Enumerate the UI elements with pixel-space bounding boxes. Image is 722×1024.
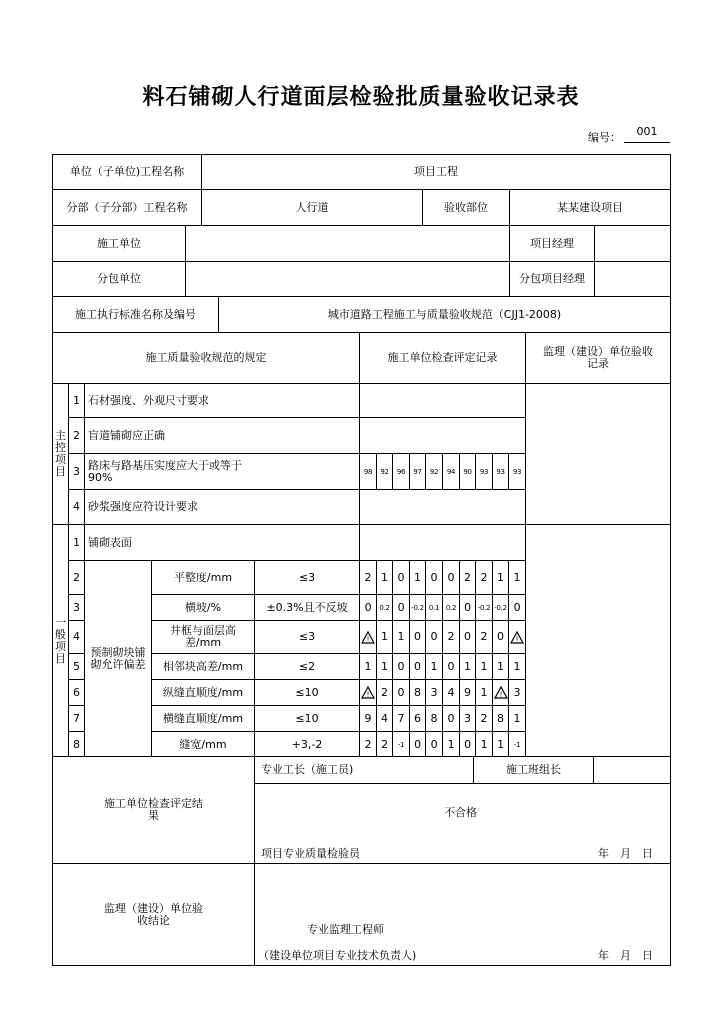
measure-value[interactable]: 0 (392, 594, 410, 621)
main-supervision-cell[interactable] (525, 383, 671, 525)
general-item-no: 4 (68, 620, 85, 654)
measure-value[interactable]: 0 (459, 620, 476, 654)
measure-value[interactable]: 0 (392, 560, 410, 595)
measure-value[interactable]: 1 (442, 731, 460, 758)
main-item-check[interactable] (359, 417, 526, 454)
measure-value[interactable]: 0 (359, 594, 377, 621)
main-item-check[interactable] (359, 489, 526, 525)
measure-value[interactable]: 1 (376, 620, 393, 654)
measure-value[interactable]: -0.2 (475, 594, 493, 621)
sup-engineer-label: 专业监理工程师 (307, 923, 384, 936)
measure-value[interactable]: 93 (475, 453, 493, 490)
deviation-allowance: ≤3 (254, 560, 360, 595)
measure-value[interactable]: 0.2 (442, 594, 460, 621)
measure-value[interactable]: 0 (459, 731, 476, 758)
constr-unit-value[interactable] (185, 225, 510, 262)
main-item-text: 砂浆强度应符设计要求 (84, 489, 360, 525)
measure-value[interactable]: 1 (508, 560, 526, 595)
svg-text:!: ! (499, 690, 502, 699)
measure-value[interactable]: 1 (508, 705, 526, 732)
measure-value[interactable]: 2 (475, 560, 493, 595)
measure-value[interactable]: 0 (459, 594, 476, 621)
deviation-item-name: 井框与面层高差/mm (151, 620, 255, 654)
deviation-allowance: ≤2 (254, 653, 360, 680)
deviation-group-label: 预制砌块铺砌允许偏差 (84, 560, 152, 757)
measure-value[interactable]: 0 (442, 653, 460, 680)
standard-label: 施工执行标准名称及编号 (52, 296, 219, 333)
measure-value[interactable]: 1 (475, 731, 493, 758)
measure-value[interactable]: 2 (359, 731, 377, 758)
accept-part-value[interactable]: 某某建设项目 (509, 189, 671, 226)
team-leader-value[interactable] (593, 756, 671, 784)
deviation-item-name: 相邻块高差/mm (151, 653, 255, 680)
sub-pm-label: 分包项目经理 (509, 261, 595, 297)
measure-value[interactable]: 4 (442, 679, 460, 706)
deviation-item-name: 纵缝直顺度/mm (151, 679, 255, 706)
deviation-allowance: ≤10 (254, 705, 360, 732)
measure-value[interactable]: 0 (508, 594, 526, 621)
measure-value[interactable]: 0 (442, 705, 460, 732)
main-item-no: 1 (68, 383, 85, 418)
deviation-item-name: 缝宽/mm (151, 731, 255, 758)
svg-text:!: ! (366, 690, 370, 699)
measure-value[interactable]: 96 (392, 453, 410, 490)
measure-value[interactable]: 93 (508, 453, 526, 490)
measure-value[interactable]: 1 (475, 679, 493, 706)
doc-no-value[interactable]: 001 (624, 124, 670, 143)
general-item-text: 铺砌表面 (84, 524, 360, 561)
main-item-no: 2 (68, 417, 85, 454)
measure-value[interactable]: 0.1 (425, 594, 443, 621)
measure-value[interactable]: 3 (425, 679, 443, 706)
measure-value[interactable]: 0 (492, 620, 509, 654)
measure-value[interactable]: 1 (376, 560, 393, 595)
measure-value[interactable]: 8 (492, 705, 509, 732)
subcontract-value[interactable] (185, 261, 510, 297)
measure-value[interactable]: 90 (459, 453, 476, 490)
measure-value[interactable]: 3 (508, 679, 526, 706)
measure-value[interactable]: 98 (359, 453, 377, 490)
sub-project-label: 分部（子分部）工程名称 (52, 189, 202, 226)
measure-value[interactable]: 1 (359, 653, 377, 680)
measure-value[interactable]: 3 (459, 705, 476, 732)
warning-icon[interactable] (492, 679, 509, 706)
measure-value[interactable]: 0 (409, 731, 426, 758)
measure-value[interactable]: 0 (409, 620, 426, 654)
general-supervision-cell[interactable] (525, 524, 671, 757)
measure-value[interactable]: 97 (409, 453, 426, 490)
supervision-column-header: 监理（建设）单位验收记录 (525, 332, 671, 384)
sup-owner-label: （建设单位项目专业技术负责人) (258, 949, 417, 962)
measure-value[interactable]: 1 (492, 653, 509, 680)
measure-value[interactable]: 92 (425, 453, 443, 490)
deviation-item-name: 横坡/% (151, 594, 255, 621)
standard-value[interactable]: 城市道路工程施工与质量验收规范（CJJ1-2008) (218, 296, 671, 333)
main-item-text: 盲道铺砌应正确 (84, 417, 360, 454)
deviation-allowance: +3,-2 (254, 731, 360, 758)
sub-pm-value[interactable] (594, 261, 671, 297)
pm-value[interactable] (594, 225, 671, 262)
main-item-no: 3 (68, 453, 85, 490)
constr-date-label: 年 月 日 (598, 847, 653, 860)
measure-value[interactable]: 94 (442, 453, 460, 490)
measure-value[interactable]: 8 (425, 705, 443, 732)
warning-icon[interactable] (508, 620, 526, 654)
measure-value[interactable]: -0.2 (492, 594, 509, 621)
subcontract-label: 分包单位 (52, 261, 186, 297)
measure-value[interactable]: 0 (409, 653, 426, 680)
svg-text:!: ! (366, 635, 370, 643)
qc-inspector-label: 项目专业质量检验员 (261, 847, 360, 860)
measure-value[interactable]: 2 (376, 679, 393, 706)
warning-icon[interactable] (359, 620, 377, 654)
measure-value[interactable]: 0.2 (376, 594, 393, 621)
measure-value[interactable]: 92 (376, 453, 393, 490)
deviation-item-name: 横缝直顺度/mm (151, 705, 255, 732)
measure-value[interactable]: 1 (475, 653, 493, 680)
measure-value[interactable]: 93 (492, 453, 509, 490)
measure-value[interactable]: 2 (459, 560, 476, 595)
measure-value[interactable]: 9 (459, 679, 476, 706)
measure-value[interactable]: 0 (425, 560, 443, 595)
main-group-label: 主控项目 (52, 383, 69, 525)
general-group-label: 一般项目 (52, 524, 69, 757)
measure-value[interactable]: 1 (409, 560, 426, 595)
measure-value[interactable]: 2 (359, 560, 377, 595)
deviation-item-name: 平整度/mm (151, 560, 255, 595)
measure-value[interactable]: 0 (425, 620, 443, 654)
sup-result-label: 监理（建设）单位验收结论 (52, 863, 255, 966)
general-item-no: 7 (68, 705, 85, 732)
measure-value[interactable]: 1 (376, 653, 393, 680)
general-item-no: 2 (68, 560, 85, 595)
measure-value[interactable]: 1 (459, 653, 476, 680)
sub-project-value[interactable]: 人行道 (201, 189, 423, 226)
measure-value[interactable]: 7 (392, 705, 410, 732)
measure-value[interactable]: 2 (475, 620, 493, 654)
measure-value[interactable]: 0 (442, 560, 460, 595)
measure-value[interactable]: -0.2 (409, 594, 426, 621)
measure-value[interactable]: 2 (475, 705, 493, 732)
doc-no-label: 编号： (588, 131, 621, 144)
unit-name-label: 单位（子单位)工程名称 (52, 154, 202, 190)
main-item-check[interactable] (359, 383, 526, 418)
main-item-text: 路床与路基压实度应大于或等于90% (84, 453, 360, 490)
measure-value[interactable]: 6 (409, 705, 426, 732)
team-leader-label: 施工班组长 (473, 756, 594, 784)
sup-date-label: 年 月 日 (598, 949, 653, 962)
foreman-label: 专业工长（施工员) (254, 756, 474, 784)
form-title: 料石铺砌人行道面层检验批质量验收记录表 (142, 85, 580, 110)
accept-part-label: 验收部位 (422, 189, 510, 226)
main-item-text: 石材强度、外观尺寸要求 (84, 383, 360, 418)
measure-value[interactable]: 2 (376, 731, 393, 758)
measure-value[interactable]: 1 (492, 560, 509, 595)
measure-value[interactable]: 0 (392, 679, 410, 706)
main-item-no: 4 (68, 489, 85, 525)
warning-icon[interactable] (359, 679, 377, 706)
measure-value[interactable]: 0 (425, 731, 443, 758)
measure-value[interactable]: 8 (409, 679, 426, 706)
measure-value[interactable]: 0 (392, 653, 410, 680)
measure-value[interactable]: -1 (508, 731, 526, 758)
general-item-no: 5 (68, 653, 85, 680)
general-item-no: 8 (68, 731, 85, 758)
measure-value[interactable]: 9 (359, 705, 377, 732)
measure-value[interactable]: 4 (376, 705, 393, 732)
deviation-allowance: ±0.3%且不反坡 (254, 594, 360, 621)
measure-value[interactable]: 1 (425, 653, 443, 680)
spec-column-header: 施工质量验收规范的规定 (52, 332, 360, 384)
constr-result-value: 不合格 (444, 806, 477, 819)
measure-value[interactable]: 1 (508, 653, 526, 680)
constr-unit-label: 施工单位 (52, 225, 186, 262)
measure-value[interactable]: 1 (392, 620, 410, 654)
deviation-allowance: ≤10 (254, 679, 360, 706)
deviation-allowance: ≤3 (254, 620, 360, 654)
measure-value[interactable]: 1 (492, 731, 509, 758)
general-item-no: 3 (68, 594, 85, 621)
general-item-check[interactable] (359, 524, 526, 561)
measure-value[interactable]: -1 (392, 731, 410, 758)
svg-text:!: ! (515, 635, 519, 643)
measure-value[interactable]: 2 (442, 620, 460, 654)
pm-label: 项目经理 (509, 225, 595, 262)
general-item-no: 1 (68, 524, 85, 561)
constr-result-label: 施工单位检查评定结果 (52, 756, 255, 864)
unit-name-value[interactable]: 项目工程 (201, 154, 671, 190)
check-column-header: 施工单位检查评定记录 (359, 332, 526, 384)
general-item-no: 6 (68, 679, 85, 706)
